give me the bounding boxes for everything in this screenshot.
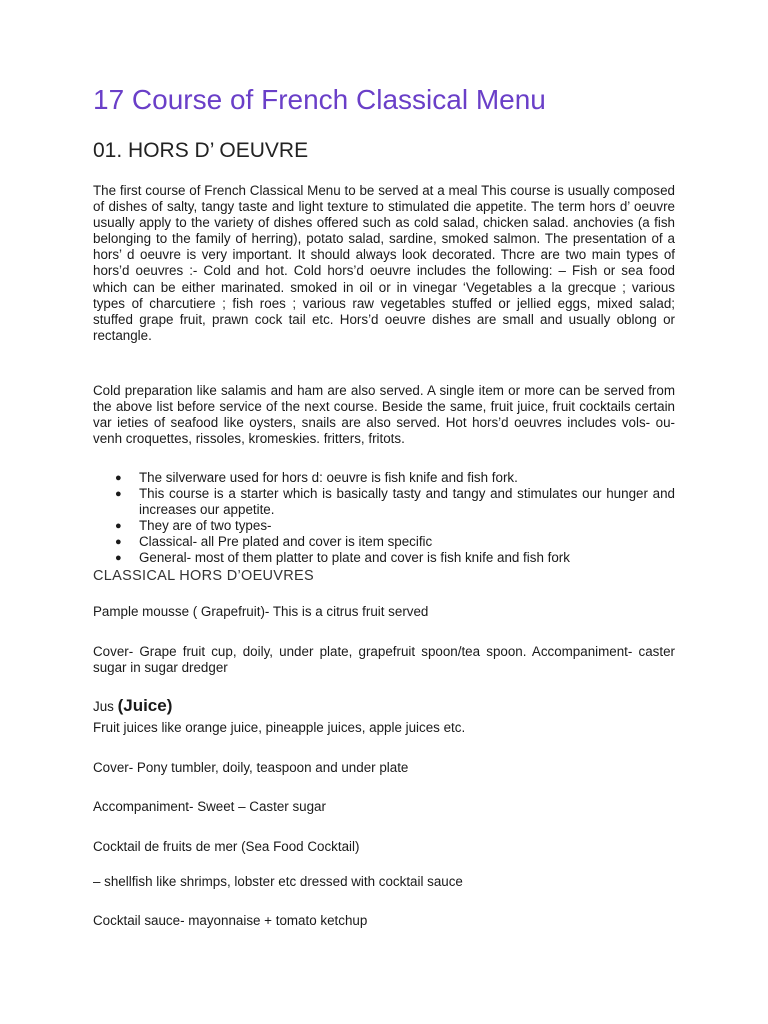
classical-heading: CLASSICAL HORS D’OEUVRES <box>93 568 314 584</box>
bullet-icon: ● <box>115 520 122 533</box>
jus-bold-label: (Juice) <box>117 696 173 715</box>
list-item: ● They are of two types- <box>115 518 272 534</box>
intro-paragraph: The first course of French Classical Menu to be served at a meal This course is usually composed of dishes of salty, tangy taste and light texture to stimulated die appetite. The term hors d’ oeuvre usually apply to the variety of dishes offered such as cold salad, chicken salad. anchovies (a fish belonging to the family of herring), potato salad, sardine, smoked salmon. The presentation of a hors’ d oeuvre is very important. It should always look decorated. Thcre are two main types of hors’d oeuvres :- Cold and hot. Cold hors’d oeuvre includes the following: – Fish or sea food which can be either marinated. smoked in oil or in vinegar ‘Vegetables a la grecque ; various types of charcutiere ; fish roes ; various raw vegetables stuffed or jellied eggs, mixed salad; stuffed grape fruit, prawn cock tail etc. Hors’d oeuvre dishes are small and usually oblong or rectangle. <box>93 183 675 343</box>
cocktail-heading: Cocktail de fruits de mer (Sea Food Cocktail) <box>93 839 360 854</box>
bullet-icon: ● <box>115 552 122 565</box>
list-item: ● This course is a starter which is basically tasty and tangy and stimulates our hunger and increases our appetite. <box>115 486 675 518</box>
page-title: 17 Course of French Classical Menu <box>93 84 546 115</box>
section-heading: 01. HORS D’ OEUVRE <box>93 139 309 162</box>
grapefruit-cover-line: Cover- Grape fruit cup, doily, under plate, grapefruit spoon/tea spoon. Accompaniment- caster sugar in sugar dredger <box>93 644 675 676</box>
pample-mousse-line: Pample mousse ( Grapefruit)- This is a citrus fruit served <box>93 604 429 619</box>
bullet-icon: ● <box>115 472 122 484</box>
juice-cover-line: Cover- Pony tumbler, doily, teaspoon and under plate <box>93 760 409 775</box>
list-item: ● The silverware used for hors d: oeuvre is fish knife and fish fork. <box>115 470 518 485</box>
jus-heading <box>93 698 675 715</box>
cold-preparation-paragraph: Cold preparation like salamis and ham are also served. A single item or more can be served from the above list before service of the next course. Beside the same, fruit juice, fruit cocktails certain var ieties of seafood like oysters, snails are also served. Hot hors’d oeuvres includes vols- ou-venh croquettes, rissoles, kromeskies. fritters, fritots. <box>93 383 675 447</box>
juice-line: Fruit juices like orange juice, pineapple juices, apple juices etc. <box>93 720 466 735</box>
bullet-icon: ● <box>115 488 122 501</box>
list-item: ● General- most of them platter to plate and cover is fish knife and fish fork <box>115 550 570 566</box>
cocktail-sauce-line: Cocktail sauce- mayonnaise + tomato ketchup <box>93 913 368 928</box>
shellfish-line: – shellfish like shrimps, lobster etc dressed with cocktail sauce <box>93 874 463 889</box>
list-item: ● Classical- all Pre plated and cover is item specific <box>115 534 433 550</box>
bullet-icon: ● <box>115 536 122 549</box>
jus-prefix: Jus <box>93 699 114 714</box>
juice-accompaniment-line: Accompaniment- Sweet – Caster sugar <box>93 799 326 814</box>
bullet-list <box>93 470 675 567</box>
